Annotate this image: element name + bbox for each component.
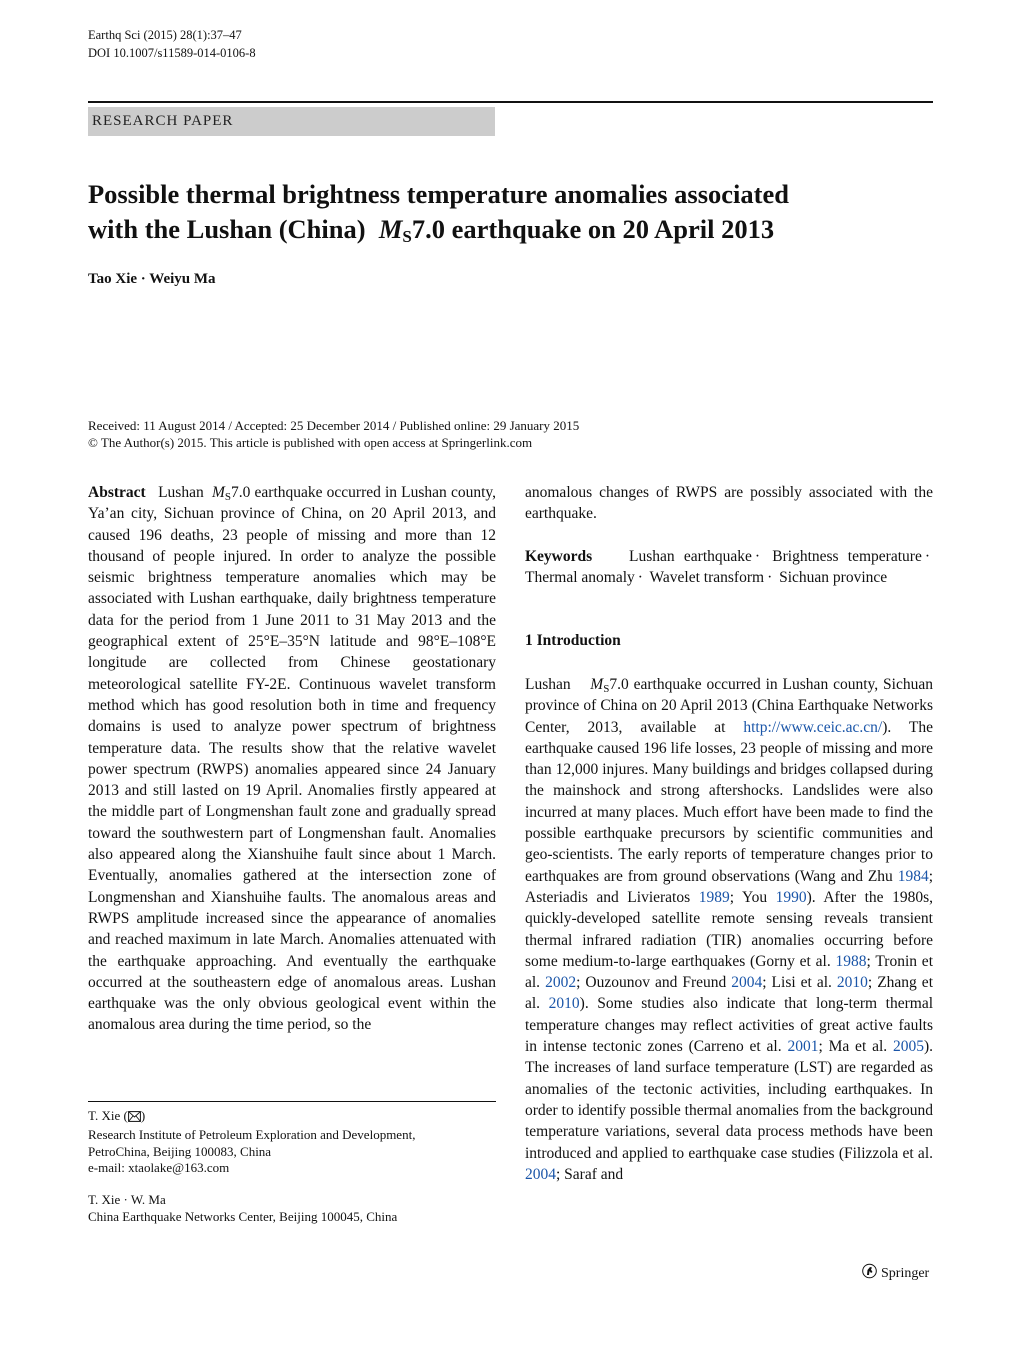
abstract	[88, 482, 496, 1036]
springer-horse-icon	[862, 1263, 877, 1284]
article-title	[88, 177, 938, 247]
keyword: Brightness temperature	[772, 548, 922, 565]
keyword: Thermal anomaly	[525, 569, 635, 587]
citation-year-link[interactable]: 2010	[836, 974, 868, 992]
citation-year-link[interactable]: 1988	[835, 952, 867, 970]
copyright-line: © The Author(s) 2015. This article is published with open access at Springerlink.com	[88, 435, 533, 450]
journal-reference: Earthq Sci (2015) 28(1):37–47	[88, 28, 242, 42]
keywords-label: Keywords	[525, 548, 593, 565]
doi: DOI 10.1007/s11589-014-0106-8	[88, 46, 256, 60]
title-line-2a: with the Lushan (China)	[88, 214, 366, 244]
affiliation-1-line-2: PetroChina, Beijing 100083, China	[88, 1143, 272, 1159]
affiliation-2: China Earthquake Networks Center, Beijing 100045, China	[88, 1208, 398, 1224]
intro-magnitude-symbol: $M_S$	[590, 676, 610, 695]
citation-year-link[interactable]: 2004	[525, 1165, 556, 1183]
citation-year-link[interactable]: 1984	[897, 867, 929, 885]
citation-year-link[interactable]: 2004	[731, 974, 763, 992]
citation-year-link[interactable]: 2001	[787, 1038, 819, 1056]
title-magnitude-symbol: $M_S$	[378, 214, 412, 246]
keyword: Sichuan province	[779, 569, 888, 587]
header-rule	[88, 101, 933, 103]
authors: Tao Xie · Weiyu Ma	[88, 271, 216, 287]
affiliation-1-line-1: Research Institute of Petroleum Exploration and Development,	[88, 1126, 416, 1142]
abstract-lead: Lushan	[158, 484, 204, 501]
citation-year-link[interactable]: 1990	[775, 888, 807, 906]
author-email[interactable]: e-mail: xtaolake@163.com	[88, 1160, 230, 1176]
abstract-continuation: anomalous changes of RWPS are possibly associated with the earthquake.	[525, 484, 933, 523]
abstract-label: Abstract	[88, 484, 146, 501]
introduction-text: Lushan $M_S7.0$ earthquake occurred in Lushan county, Sichuan province of China on 20 April 2013 (China Earthquake Networks Center, 2013, available at http://www.ceic.ac.cn/). The earthquake caused 196 life losses, 23 people of missing and more than 12,000 injures. Many buildings and bridges collapsed during the mainshock and strong aftershocks. Landslides were also incurred at many places. Much effort have been made to find the possible earthquake precursors by scientific communities and geo-scientists. The early reports of temperature changes prior to earthquakes are from ground observations (Wang and Zhu 1984; Asteriadis and Livieratos 1989; You 1990). After the 1980s, quickly-developed satellite remote sensing reveals transient thermal infrared radiation (TIR) anomalies occurring before some medium-to-large earthquakes (Gorny et al. 1988; Tronin et al. 2002; Ouzounov and Freund 2004; Lisi et al. 2010; Zhang et al. 2010). Some studies also indicate that long-term thermal temperature changes may reflect activities of great active faults in intense tectonic zones (Carreno et al. 2001; Ma et al. 2005). The increases of land surface temperature (LST) are regarded as anomalies of the tectonic activities, including earthquakes. In order to identify possible thermal anomalies from the background temperature variations, several data process methods have been introduced and applied to earthquake case studies (Filizzola et al. 2004; Saraf and	[525, 676, 934, 1183]
article-type-badge: RESEARCH PAPER	[88, 107, 495, 136]
author-footnote-1: T. Xie ( ) Research Institute of Petroleum Exploration and Development, PetroChina, Beijing 100083, China e-mail: xtaolake@163.com	[88, 1108, 416, 1176]
abstract-magnitude-symbol: $M_S$	[211, 484, 232, 503]
envelope-icon	[128, 1110, 141, 1127]
citation-year-link[interactable]: 2002	[545, 974, 577, 992]
citation-year-link[interactable]: 2005	[892, 1038, 924, 1056]
publisher-mark	[862, 1263, 929, 1284]
title-line-2b: 7.0 earthquake on 20 April 2013	[411, 214, 775, 244]
keywords: Keywords Lushan earthquake · Brightness temperature · Thermal anomaly · Wavelet transform · Sichuan province	[525, 548, 930, 587]
section-heading-introduction: 1 Introduction	[525, 632, 621, 649]
publisher-name: Springer	[881, 1265, 930, 1281]
keyword: Lushan earthquake	[629, 548, 752, 565]
history-dates: Received: 11 August 2014 / Accepted: 25 December 2014 / Published online: 29 January 2015	[88, 418, 580, 433]
ceic-link[interactable]: http://www.ceic.ac.cn/	[743, 718, 883, 736]
citation-year-link[interactable]: 2010	[548, 995, 580, 1013]
article-dates	[88, 417, 579, 451]
author-footnote-2: T. Xie · W. Ma China Earthquake Networks Center, Beijing 100045, China	[88, 1192, 398, 1224]
footnote-rule	[88, 1101, 496, 1102]
citation-year-link[interactable]: 1989	[698, 888, 730, 906]
title-line-1: Possible thermal brightness temperature anomalies associated	[88, 179, 789, 209]
abstract-text: 7.0 earthquake occurred in Lushan county, Ya’an city, Sichuan province of China, on 20 April 2013, and caused 196 deaths, 23 people of missing and more than 12 thousand of people injured. In order to analyze the possible seismic brightness temperature anomalies which may be associated with Lushan earthquake, daily brightness temperature data for the period from 1 June 2011 to 31 May 2013 and the geographical extent of 25°E–35°N latitude and 98°E–108°E longitude are collected from Chinese geostationary meteorological satellite FY-2E. Continuous wavelet transform method which has good resolution both in time and frequency domains is used to analyze power spectrum of brightness temperature data. The results show that the relative wavelet power spectrum (RWPS) anomalies appeared since 24 January 2013 and still lasted on 19 April. Anomalies firstly appeared at the middle part of Longmenshan fault zone and gradually spread toward the southwestern part of Longmenshan fault. Anomalies also appeared along the Xianshuihe fault since about 1 March. Eventually, anomalies gathered at the intersection zone of Longmenshan and Xianshuihe faults. The anomalous areas and RWPS amplitude increased since the appearance of anomalies and reached maximum in late March. Anomalies attenuated with the earthquake approaching. And eventually the earthquake occurred at the southeastern edge of anomalous areas. Lushan earthquake was the only obvious geological event within the anomalous area during the time period, so the	[88, 484, 496, 1034]
keyword: Wavelet transform	[649, 569, 765, 587]
